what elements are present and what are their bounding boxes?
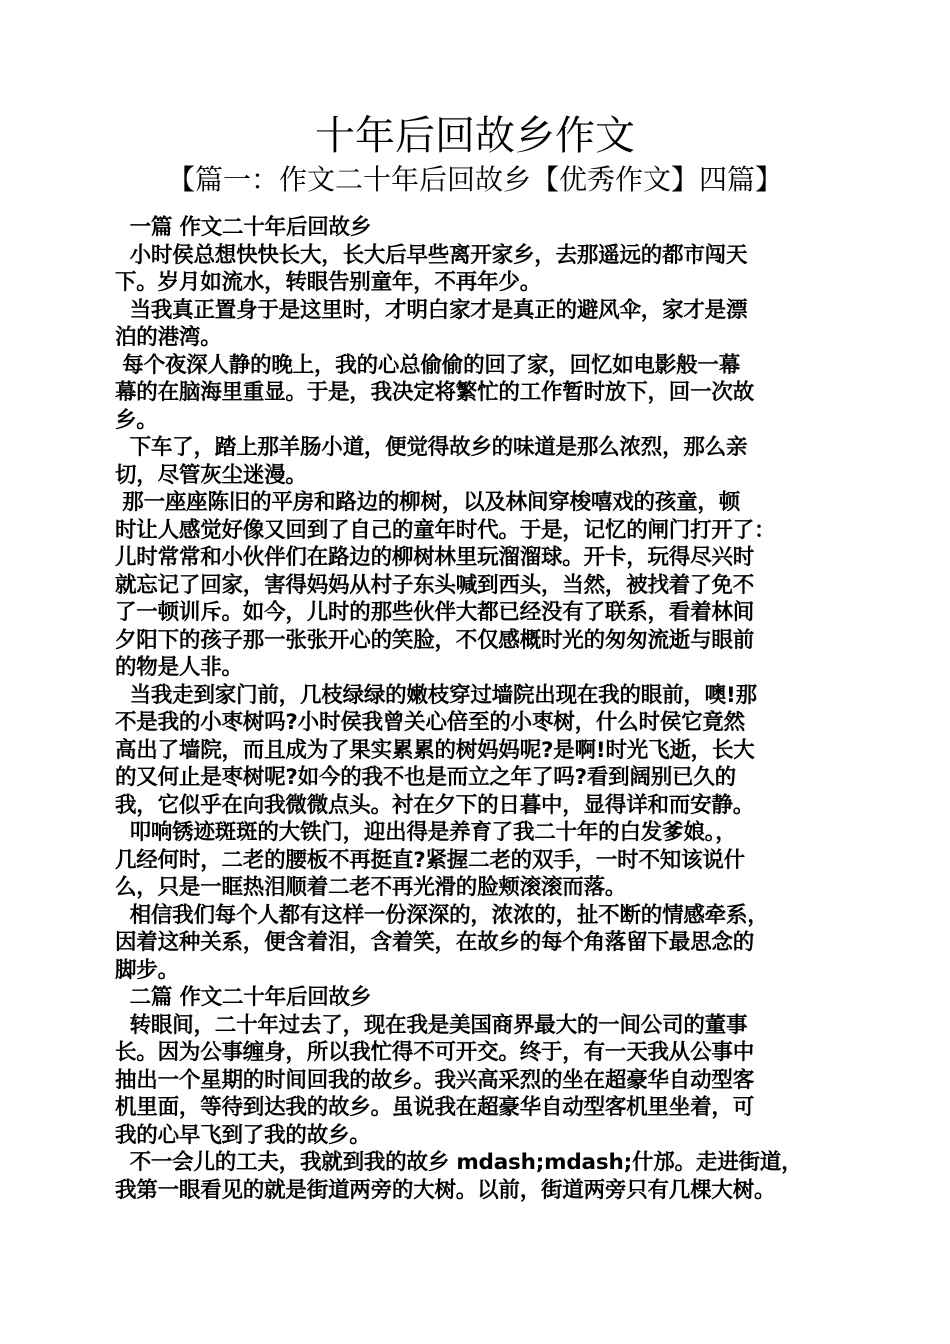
text-line: 时让人感觉好像又回到了自己的童年时代。于是，记忆的闸门打开了： xyxy=(115,517,776,543)
text-line: 一篇 作文二十年后回故乡 xyxy=(115,215,372,240)
text-line: 当我走到家门前，几枝绿绿的嫩枝穿过墙院出现在我的眼前，噢!那 xyxy=(115,682,757,708)
text-line: 切，尽管灰尘迷漫。 xyxy=(115,462,307,488)
text-line: 的又何止是枣树呢?如今的我不也是而立之年了吗?看到阔别已久的 xyxy=(115,765,736,790)
text-line: 儿时常常和小伙伴们在路边的柳树林里玩溜溜球。开卡，玩得尽兴时 xyxy=(115,545,755,570)
text-line: 那一座座陈旧的平房和路边的柳树，以及林间穿梭嘻戏的孩童，顿 xyxy=(115,490,740,515)
text-line: 高出了墙院，而且成为了果实累累的树妈妈呢?是啊!时光飞逝，长大 xyxy=(115,737,755,763)
text-line: 泊的港湾。 xyxy=(115,325,222,350)
text-line: 二篇 作文二十年后回故乡 xyxy=(115,985,372,1010)
text-line: 的物是人非。 xyxy=(115,655,243,680)
text-line: 乡。 xyxy=(115,407,158,433)
text-line: 了一顿训斥。如今，儿时的那些伙伴大都已经没有了联系，看着林间 xyxy=(115,600,755,625)
text-line: 当我真正置身于是这里时，才明白家才是真正的避风伞，家才是漂 xyxy=(115,297,748,323)
text-line: 相信我们每个人都有这样一份深深的，浓浓的，扯不断的情感牵系， xyxy=(115,902,769,928)
document-subtitle: 【篇一：作文二十年后回故乡【优秀作文】四篇】 xyxy=(166,163,783,196)
text-line: 我的心早飞到了我的故乡。 xyxy=(115,1122,371,1148)
text-line: 机里面，等待到达我的故乡。虽说我在超豪华自动型客机里坐着，可 xyxy=(115,1095,755,1120)
text-line: 就忘记了回家，害得妈妈从村子东头喊到西头，当然，被找着了免不 xyxy=(115,572,755,598)
text-line: 因着这种关系，便含着泪，含着笑，在故乡的每个角落留下最思念的 xyxy=(115,930,755,955)
essay-body xyxy=(115,214,845,1204)
text-line: 我第一眼看见的就是街道两旁的大树。以前，街道两旁只有几棵大树。 xyxy=(115,1177,776,1203)
text-line: 不是我的小枣树吗?小时侯我曾关心倍至的小枣树，什么时侯它竟然 xyxy=(115,710,745,735)
text-line: 我，它似乎在向我微微点头。衬在夕下的日暮中，显得详和而安静。 xyxy=(115,792,755,818)
document-title: 十年后回故乡作文 xyxy=(315,113,635,159)
text-line: 脚步。 xyxy=(115,957,179,983)
text-line: 抽出一个星期的时间回我的故乡。我兴高采烈的坐在超豪华自动型客 xyxy=(115,1067,755,1093)
text-line: 每个夜深人静的晚上，我的心总偷偷的回了家，回忆如电影般一幕 xyxy=(115,352,740,378)
text-line: 长。因为公事缠身，所以我忙得不可开交。终于，有一天我从公事中 xyxy=(115,1040,755,1065)
text-line: 下车了，踏上那羊肠小道，便觉得故乡的味道是那么浓烈，那么亲 xyxy=(115,435,748,460)
text-line: 叩响锈迹斑斑的大铁门，迎出得是养育了我二十年的白发爹娘。， xyxy=(115,820,737,845)
text-line: 小时侯总想快快长大，长大后早些离开家乡，去那遥远的都市闯天 xyxy=(115,242,748,268)
text-line: 夕阳下的孩子那一张张开心的笑脸，不仅感概时光的匆匆流逝与眼前 xyxy=(115,627,755,653)
text-line: 转眼间，二十年过去了，现在我是美国商界最大的一间公司的董事 xyxy=(115,1012,748,1038)
text-line: 么，只是一眶热泪顺着二老不再光滑的脸颊滚滚而落。 xyxy=(115,875,627,900)
text-line: 幕的在脑海里重显。于是，我决定将繁忙的工作暂时放下，回一次故 xyxy=(115,380,755,405)
text-line: 几经何时，二老的腰板不再挺直?紧握二老的双手，一时不知该说什 xyxy=(115,847,745,873)
text-line: 不一会儿的工夫，我就到我的故乡 mdash;mdash;什邡。走进街道， xyxy=(115,1150,803,1175)
text-line: 下。岁月如流水，转眼告别童年，不再年少。 xyxy=(115,270,542,295)
